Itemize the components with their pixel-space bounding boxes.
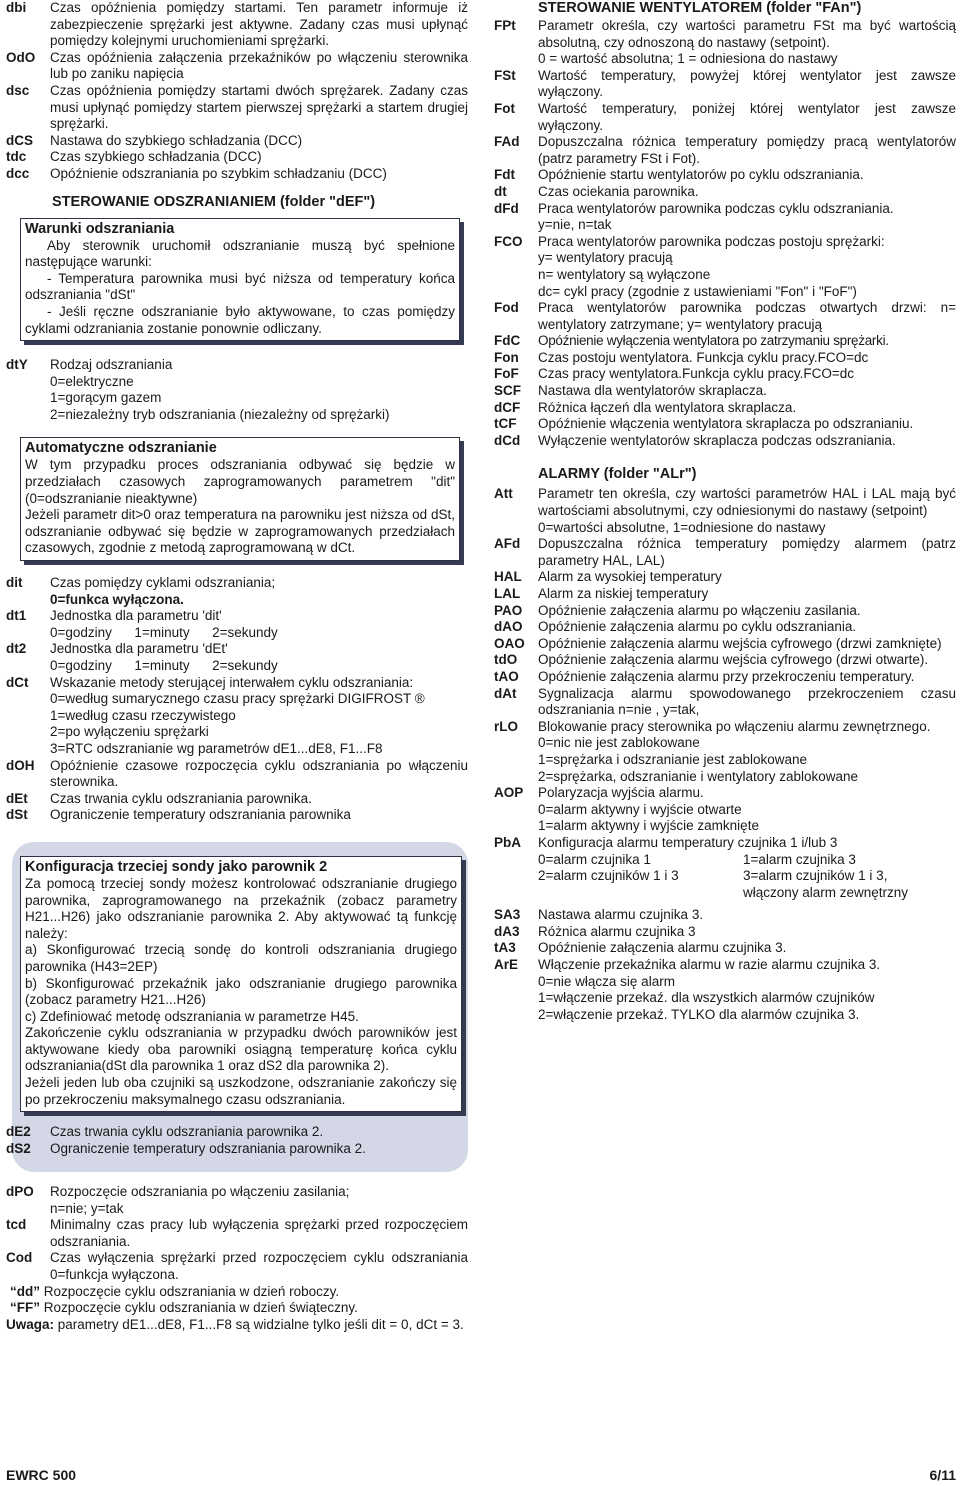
box-line: - Jeśli ręczne odszranianie było aktywowane, to czas pomiędzy cyklami odzraniania zostanie ponownie odliczany. <box>25 303 455 336</box>
param-tao <box>494 669 956 686</box>
param-code: FoF <box>494 366 519 382</box>
param-line: 1=sprężarka i odszranianie jest zablokowane <box>538 751 808 767</box>
param-code: dEt <box>6 790 28 806</box>
right-column <box>494 0 956 1023</box>
box-line: Jeżeli parametr dit>0 oraz temperatura na parowniku jest niższa od dSt, odszranianie odbywać się będzie w zaprogramowanych przedziałach czasowych, zgodnie z metodą zaprogramowaną w dCt. <box>25 507 455 556</box>
param-code: dt1 <box>6 608 27 624</box>
param-desc: Opóźnienie załączenia alarmu wejścia cyfrowego (drzwi otwarte). <box>538 652 929 668</box>
param-desc: Dopuszczalna różnica temperatury pomiędzy alarmem (patrz parametry HAL, LAL) <box>538 536 956 568</box>
param-code: dit <box>6 575 23 591</box>
param-code: SCF <box>494 383 521 399</box>
param-dit <box>6 575 468 608</box>
param-line: Parametr określa, czy wartości parametru FSt ma być wartością absolutną, czy odnoszoną do nastawy (setpoint). <box>538 18 956 50</box>
param-scf <box>494 383 956 400</box>
note-code: “dd” <box>10 1283 40 1299</box>
box-line: - Temperatura parownika musi być niższa od temperatury końca odszraniania "dSt" <box>25 270 455 303</box>
second-evaporator-section <box>6 842 468 1172</box>
param-fco <box>494 234 956 300</box>
box-title: Warunki odszraniania <box>25 220 175 237</box>
note-code: “FF” <box>10 1300 40 1316</box>
param-code: dtY <box>6 357 28 373</box>
param-code: FAd <box>494 134 520 150</box>
param-line: 3=RTC odszranianie wg parametrów dE1...dE8, F1...F8 <box>50 740 383 756</box>
param-desc: Różnica alarmu czujnika 3 <box>538 923 696 939</box>
param-line: Wskazanie metody sterującej interwałem cyklu odszraniania: <box>50 674 414 690</box>
param-desc: Opóźnienie wyłączenia wentylatora po zatrzymaniu sprężarki. <box>538 333 889 349</box>
box-line: Aby sterownik uruchomił odszranianie muszą być spełnione następujące warunki: <box>25 237 455 270</box>
param-line: y=nie, n=tak <box>538 217 612 233</box>
param-fad <box>494 134 956 167</box>
param-line: 0=nic nie jest zablokowane <box>538 735 700 751</box>
param-line: Rozpoczęcie odszraniania po włączeniu zasilania; <box>50 1183 350 1199</box>
box-line: b) Skonfigurować przekaźnik jako odszranianie drugiego parownika (zobacz parametry H21...H26) <box>25 975 457 1008</box>
param-line: Rodzaj odszraniania <box>50 357 173 373</box>
param-dbi <box>6 0 468 50</box>
param-code: dSt <box>6 807 28 823</box>
param-line: Jednostka dla parametru 'dEt' <box>50 641 228 657</box>
param-code: tcd <box>6 1217 27 1233</box>
param-desc: Opóźnienie startu wentylatorów po cyklu odszraniania. <box>538 167 864 183</box>
note-text: Rozpoczęcie cyklu odszraniania w dzień roboczy. <box>43 1283 340 1299</box>
param-code: rLO <box>494 718 519 734</box>
param-line: 2=po wyłączeniu sprężarki <box>50 724 209 740</box>
param-line: Konfiguracja alarmu temperatury czujnika 1 i/lub 3 <box>538 834 838 850</box>
param-line: 2=włączenie przekaź. TYLKO dla alarmów czujnika 3. <box>538 1006 860 1022</box>
param-code: Fon <box>494 349 519 365</box>
param-desc: Ograniczenie temperatury odszraniania parownika 2. <box>50 1140 366 1156</box>
pba-option: 0=alarm czujnika 1 <box>538 851 651 867</box>
param-desc: Minimalny czas pracy lub wyłączenia sprężarki przed rozpoczęciem odszraniania. <box>50 1217 468 1249</box>
param-desc: Opóźnienie załączenia alarmu czujnika 3. <box>538 940 787 956</box>
param-code: tAO <box>494 668 519 684</box>
pba-option: 1=alarm czujnika 3 <box>743 851 856 867</box>
param-line: 1=alarm aktywny i wyjście zamknięte <box>538 818 759 834</box>
param-line: n= wentylatory są wyłączone <box>538 266 711 282</box>
param-tcd <box>6 1217 468 1250</box>
param-dcf <box>494 400 956 417</box>
param-line: n=nie; y=tak <box>50 1200 124 1216</box>
param-dt2 <box>6 641 468 674</box>
param-line: 0 = wartość absolutna; 1 = odniesiona do nastawy <box>538 51 838 67</box>
param-code: dCt <box>6 674 29 690</box>
note-dd <box>6 1284 468 1301</box>
defrost-conditions-box <box>20 218 460 342</box>
param-det <box>6 791 468 808</box>
param-code: dsc <box>6 82 30 98</box>
pba-option: 2=alarm czujników 1 i 3 <box>538 868 679 884</box>
param-tcf <box>494 416 956 433</box>
param-line: 2=sprężarka, odszranianie i wentylatory zablokowane <box>538 768 859 784</box>
param-desc: Opóźnienie załączenia alarmu wejścia cyfrowego (drzwi zamknięte) <box>538 635 942 651</box>
param-line: 1=według czasu rzeczywistego <box>50 707 236 723</box>
bottom-params <box>6 1184 468 1333</box>
param-code: dA3 <box>494 923 520 939</box>
param-doh <box>6 758 468 791</box>
param-desc: Czas trwania cyklu odszraniania parownika 2. <box>50 1123 324 1139</box>
param-code: AOP <box>494 785 524 801</box>
param-code: tCF <box>494 416 517 432</box>
defrost-section-heading: STEROWANIE ODSZRANIANIEM (folder "dEF") <box>52 193 376 210</box>
note-text: parametry dE1...dE8, F1...F8 są widzialne tylko jeśli dit = 0, dCt = 3. <box>57 1316 464 1332</box>
param-desc: Opóźnienie włączenia wentylatora skraplacza po odszranianiu. <box>538 416 914 432</box>
box-line: W tym przypadku proces odszraniania odbywać się będzie w przedziałach czasowych zaprogramowanych parametrem "dit" (0=odszranianie nieaktywne) <box>25 457 455 506</box>
param-att <box>494 486 956 536</box>
automatic-defrost-box <box>20 437 460 561</box>
param-desc: Opóźnienie załączenia alarmu przy przekroczeniu temperatury. <box>538 668 915 684</box>
fan-params <box>494 18 956 449</box>
param-cod <box>6 1250 468 1283</box>
param-line: dc= cykl pracy (zgodnie z ustawieniami "Fon" i "FoF") <box>538 283 857 299</box>
note-text: Rozpoczęcie cyklu odszraniania w dzień świąteczny. <box>43 1300 358 1316</box>
param-desc: Wyłączenie wentylatorów skraplacza podczas odszraniania. <box>538 432 896 448</box>
param-line: Praca wentylatorów parownika podczas postoju sprężarki: <box>538 233 885 249</box>
param-code: dPO <box>6 1183 34 1199</box>
param-code: dCd <box>494 432 521 448</box>
param-code: dAO <box>494 619 523 635</box>
box-line: Za pomocą trzeciej sondy możesz kontrolować odszranianie drugiego parownika, zaprogramowanego na przekaźnik (zobacz parametry H21...H26) jako odszranianie parownika 2. Aby aktywować tą funkcję należy: <box>25 875 457 941</box>
box-line: c) Zdefiniować metodę odszraniania w parametrze H45. <box>25 1008 359 1024</box>
param-are <box>494 957 956 1023</box>
param-code: dAt <box>494 685 517 701</box>
param-oao <box>494 636 956 653</box>
fan-section-heading: STEROWANIE WENTYLATOREM (folder "FAn") <box>538 0 862 16</box>
param-fof <box>494 366 956 383</box>
box-line: Zakończenie cyklu odszraniania w przypadku dwóch parowników jest aktywowane kiedy oba parowniki osiągną temperaturę końca cyklu odszraniania(dSt dla parownika 1 oraz dS2 dla parownika 2). <box>25 1025 457 1074</box>
param-code: dt <box>494 183 507 199</box>
param-dsc <box>6 83 468 133</box>
param-pba <box>494 835 956 901</box>
param-code: dOH <box>6 757 35 773</box>
param-code: dbi <box>6 0 27 15</box>
param-desc: Praca wentylatorów parownika podczas otwartych drzwi: n= wentylatory zatrzymane; y= wentylatory pracują <box>538 300 956 332</box>
param-line: Jednostka dla parametru 'dit' <box>50 608 222 624</box>
param-desc: Alarm za wysokiej temperatury <box>538 569 722 585</box>
param-line: 0=alarm aktywny i wyjście otwarte <box>538 801 742 817</box>
param-de2 <box>6 1124 468 1141</box>
param-line: 0=godziny 1=minuty 2=sekundy <box>50 658 278 673</box>
param-code: tA3 <box>494 940 516 956</box>
param-code: HAL <box>494 569 522 585</box>
box-title: Automatyczne odszranianie <box>25 440 217 457</box>
param-code: Cod <box>6 1250 33 1266</box>
alarm-params-probe3 <box>494 907 956 1023</box>
param-desc: Nastawa do szybkiego schładzania (DCC) <box>50 132 303 148</box>
param-code: Fod <box>494 300 519 316</box>
param-code: Fot <box>494 100 515 116</box>
note-ff <box>6 1300 468 1317</box>
param-code: Att <box>494 486 513 502</box>
param-desc: Czas szybkiego schładzania (DCC) <box>50 149 262 165</box>
param-code: PAO <box>494 602 523 618</box>
param-dct <box>6 675 468 758</box>
param-fpt <box>494 18 956 68</box>
param-desc: Czas opóźnienia pomiędzy startami. Ten parametr informuje iż zabezpieczenie sprężarki jest aktywne. Zadany czas musi upłynąć pomiędzy kolejnymi uruchomieniami sprężarki. <box>50 0 468 49</box>
param-afd <box>494 536 956 569</box>
param-desc: Różnica łączeń dla wentylatora skraplacza. <box>538 399 797 415</box>
third-probe-box <box>20 856 462 1112</box>
param-dcd <box>494 433 956 450</box>
pba-option: 3=alarm czujników 1 i 3, <box>743 868 888 884</box>
param-line: 0=według sumarycznego czasu pracy sprężarki DIGIFROST ® <box>50 691 425 707</box>
param-code: FPt <box>494 18 516 33</box>
param-desc: Wartość temperatury, powyżej której wentylator jest zawsze wyłączony. <box>538 67 956 100</box>
param-desc: Alarm za niskiej temperatury <box>538 586 709 601</box>
param-dt <box>494 184 956 201</box>
param-line: 0=wartości absolutne, 1=odniesione do nastawy <box>538 519 826 535</box>
param-line: 1=gorącym gazem <box>50 390 162 406</box>
param-code: SA3 <box>494 907 521 923</box>
param-line: Czas pomiędzy cyklami odszraniania; <box>50 575 276 591</box>
param-aop <box>494 785 956 835</box>
left-column <box>6 0 468 1333</box>
param-ta3 <box>494 940 956 957</box>
param-desc: Czas wyłączenia sprężarki przed rozpoczęciem cyklu odszraniania 0=funkcja wyłączona. <box>50 1250 468 1282</box>
param-dao <box>494 619 956 636</box>
param-code: dE2 <box>6 1123 31 1139</box>
param-line: Parametr ten określa, czy wartości parametrów HAL i LAL mają być wartościami absolutnymi, czy odniesionymi do nastawy (setpoint) <box>538 486 956 519</box>
param-code: FSt <box>494 67 516 83</box>
param-desc: Czas opóźnienia załączenia przekaźników po włączeniu sterownika lub po zaniku napięcia <box>50 49 468 82</box>
param-desc: Opóźnienie załączenia alarmu po cyklu odszraniania. <box>538 619 857 635</box>
param-line: 2=niezależny tryb odszraniania (niezależny od sprężarki) <box>50 406 390 422</box>
param-lal <box>494 586 956 603</box>
param-code: tdO <box>494 652 518 668</box>
param-code: ArE <box>494 957 519 973</box>
pba-options-row <box>538 868 956 885</box>
param-code: LAL <box>494 586 521 601</box>
param-code: FCO <box>494 233 523 249</box>
param-code: Fdt <box>494 167 515 183</box>
param-dst <box>6 807 468 824</box>
param-fdc <box>494 333 956 350</box>
param-dt1 <box>6 608 468 641</box>
param-dat <box>494 686 956 719</box>
note-uwaga <box>6 1317 468 1334</box>
param-dty <box>6 357 468 423</box>
param-code: dCS <box>6 132 33 148</box>
param-line: 0=funkca wyłączona. <box>50 591 184 607</box>
param-hal <box>494 569 956 586</box>
param-code: PbA <box>494 834 521 850</box>
param-da3 <box>494 924 956 941</box>
param-code: dCF <box>494 399 521 415</box>
param-dcs <box>6 133 468 150</box>
param-desc: Czas postoju wentylatora. Funkcja cyklu pracy.FCO=dc <box>538 349 869 365</box>
param-ds2 <box>6 1141 468 1158</box>
param-desc: Nastawa alarmu czujnika 3. <box>538 907 704 923</box>
param-code: OdO <box>6 49 36 65</box>
param-desc: Sygnalizacja alarmu spowodowanego przekroczeniem czasu odszraniania n=nie , y=tak, <box>538 685 956 718</box>
alarm-section-heading: ALARMY (folder "ALr") <box>538 466 697 483</box>
param-sa3 <box>494 907 956 924</box>
param-desc: Czas pracy wentylatora.Funkcja cyklu pracy.FCO=dc <box>538 366 854 382</box>
footer-model: EWRC 500 <box>6 1467 77 1483</box>
param-tdo <box>494 652 956 669</box>
param-line: 0=nie włącza się alarm <box>538 973 675 989</box>
param-code: dFd <box>494 200 519 216</box>
param-fdt <box>494 167 956 184</box>
param-desc: Czas trwania cyklu odszraniania parownika. <box>50 790 312 806</box>
param-desc: Czas ociekania parownika. <box>538 183 699 199</box>
param-odo <box>6 50 468 83</box>
param-desc: Opóźnienie czasowe rozpoczęcia cyklu odszraniania po włączeniu sterownika. <box>50 757 468 790</box>
param-desc: Opóźnienie odszraniania po szybkim schładzaniu (DCC) <box>50 165 387 181</box>
footer-page-number: 6/11 <box>929 1467 956 1483</box>
pba-options-row <box>538 852 956 869</box>
param-code: dt2 <box>6 641 27 657</box>
param-code: dcc <box>6 165 30 181</box>
param-code: OAO <box>494 635 525 651</box>
param-desc: Opóźnienie załączenia alarmu po włączeniu zasilania. <box>538 602 861 618</box>
note-label: Uwaga: <box>6 1316 55 1332</box>
param-line: Włączenie przekaźnika alarmu w razie alarmu czujnika 3. <box>538 957 881 973</box>
param-desc: Nastawa dla wentylatorów skraplacza. <box>538 383 767 399</box>
defrost-params <box>6 575 468 824</box>
param-line: Praca wentylatorów parownika podczas cyklu odszraniania. <box>538 200 894 216</box>
pba-option: włączony alarm zewnętrzny <box>743 884 909 900</box>
param-desc: Czas opóźnienia pomiędzy startami dwóch sprężarek. Zadany czas musi upłynąć pomiędzy startem pierwszej sprężarki a startem drugiej sprężarki. <box>50 82 468 132</box>
param-code: FdC <box>494 333 521 349</box>
param-fon <box>494 350 956 367</box>
param-fod <box>494 300 956 333</box>
param-line: y= wentylatory pracują <box>538 250 673 266</box>
param-line: Polaryzacja wyjścia alarmu. <box>538 785 704 801</box>
param-fot <box>494 101 956 134</box>
param-rlo <box>494 719 956 785</box>
param-desc: Wartość temperatury, poniżej której wentylator jest zawsze wyłączony. <box>538 100 956 133</box>
param-code: AFd <box>494 536 521 552</box>
param-tdc <box>6 149 468 166</box>
param-fst <box>494 68 956 101</box>
param-dfd <box>494 201 956 234</box>
param-dpo <box>6 1184 468 1217</box>
param-line: 1=włączenie przekaź. dla wszystkich alarmów czujników <box>538 990 875 1006</box>
param-pao <box>494 603 956 620</box>
param-dcc <box>6 166 468 183</box>
param-line: 0=godziny 1=minuty 2=sekundy <box>50 624 278 640</box>
alarm-params <box>494 486 956 901</box>
box-line: Jeżeli jeden lub oba czujniki są uszkodzone, odszranianie zakończy się po przekroczeniu maksymalnego czasu odszraniania. <box>25 1075 457 1107</box>
box-line: a) Skonfigurować trzecią sondę do kontroli odszraniania drugiego parownika (H43=2EP) <box>25 942 457 974</box>
param-code: dS2 <box>6 1140 31 1156</box>
param-desc: Ograniczenie temperatury odszraniania parownika <box>50 807 351 823</box>
param-line: 0=elektryczne <box>50 373 134 389</box>
param-line: Blokowanie pracy sterownika po włączeniu alarmu zewnętrznego. <box>538 718 931 734</box>
param-desc: Dopuszczalna różnica temperatury pomiędzy pracą wentylatorów (patrz parametry FSt i Fot). <box>538 134 956 166</box>
box-title: Konfiguracja trzeciej sondy jako parownik 2 <box>25 858 328 875</box>
param-code: tdc <box>6 149 27 165</box>
